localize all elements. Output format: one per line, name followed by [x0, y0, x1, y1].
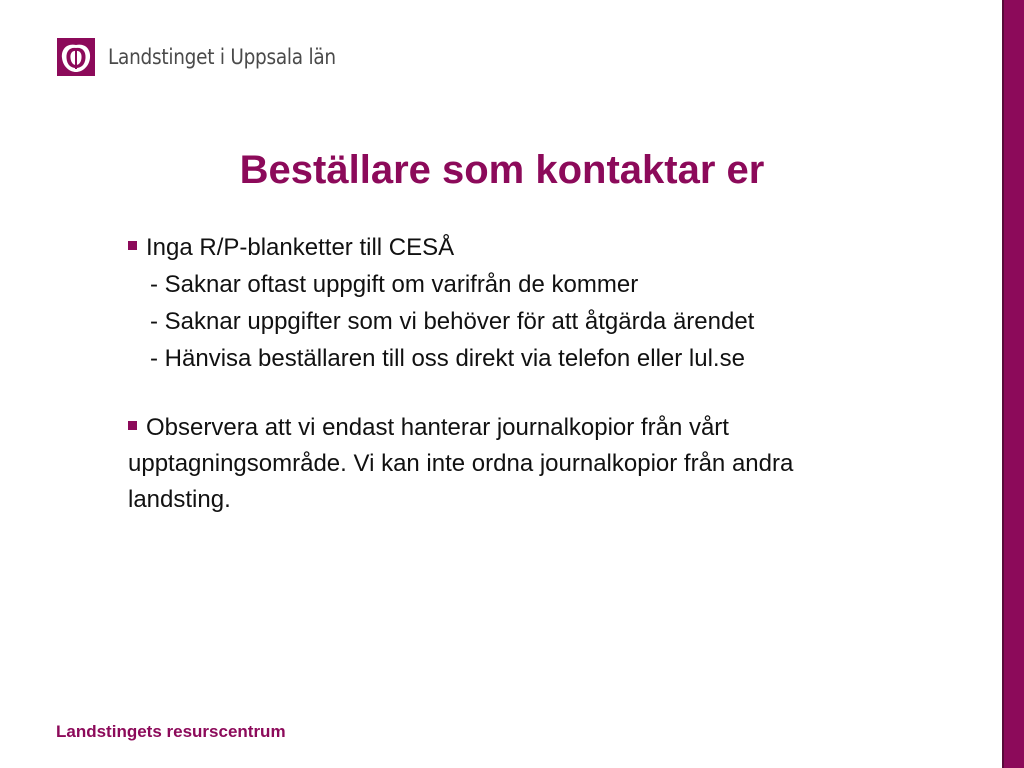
bullet-item-1 [128, 229, 888, 266]
bullet-item-1-text: Inga R/P-blanketter till CESÅ [146, 234, 455, 261]
square-bullet-icon [128, 241, 137, 250]
slide-body [128, 229, 888, 518]
sub-item-2: - Saknar uppgifter som vi behöver för att åtgärda ärendet [150, 308, 755, 335]
bullet-item-2-text: Observera att vi endast hanterar journalkopior från vårt upptagningsområde. Vi kan inte ordna journalkopior från andra landsting. [128, 414, 794, 513]
sub-item-3: - Hänvisa beställaren till oss direkt via telefon eller lul.se [150, 345, 745, 372]
footer-text: Landstingets resurscentrum [56, 722, 286, 741]
bullet-item-2 [128, 410, 888, 518]
right-accent-bar [1004, 0, 1024, 768]
landstinget-logo-icon [56, 37, 96, 77]
sub-item-1: - Saknar oftast uppgift om varifrån de kommer [150, 271, 639, 298]
slide-title: Beställare som kontaktar er [239, 148, 765, 192]
logo-text: Landstinget i Uppsala län [108, 45, 336, 69]
square-bullet-icon [128, 421, 137, 430]
header-logo [56, 37, 367, 77]
